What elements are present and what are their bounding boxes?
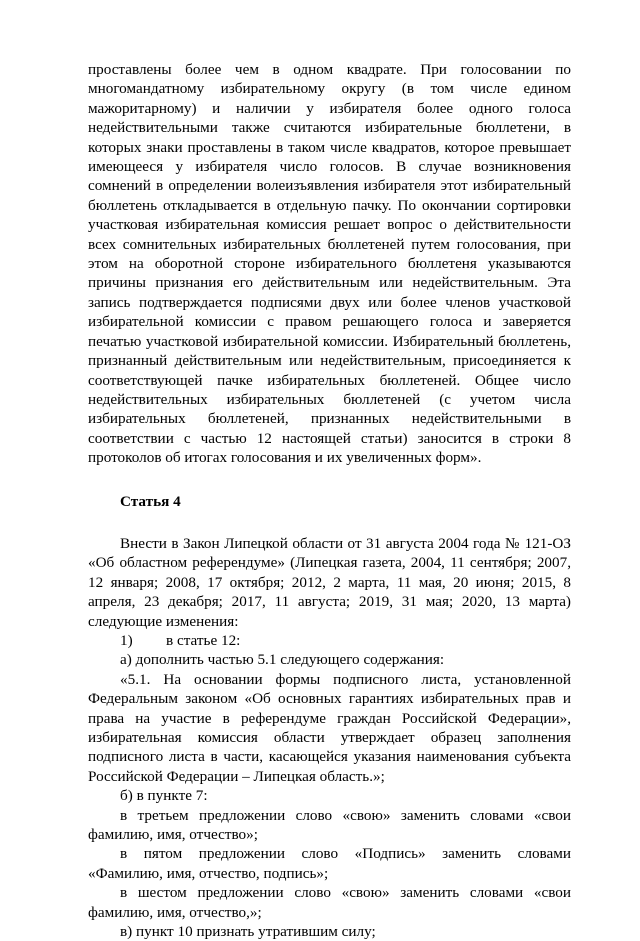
subitem-b-fifth: в пятом предложении слово «Подпись» заменить словами «Фамилию, имя, отчество, подпись»; — [88, 845, 571, 882]
subitem-b-third: в третьем предложении слово «свою» заменить словами «свои фамилию, имя, отчество»; — [88, 806, 571, 844]
item-1-number: 1) — [120, 631, 133, 649]
subitem-v: в) пункт 10 признать утратившим силу; — [120, 923, 376, 941]
subitem-b: б) в пункте 7: — [120, 787, 208, 805]
quote-part-5-1: «5.1. На основании формы подписного листа, установленной Федеральным законом «Об основных гарантиях избирательных прав и права на участие в референдуме граждан Российской Федерации», избирательная комиссия области утверждает образец заполнения подписного листа в части, касающейся указания наименования субъекта Российской Федерации – Липецкая область.»; — [88, 670, 571, 785]
item-1-text: в статье 12: — [166, 631, 241, 649]
article-heading: Статья 4 — [120, 492, 181, 510]
subitem-b-sixth: в шестом предложении слово «свою» заменить словами «свои фамилию, имя, отчество,»; — [88, 884, 571, 921]
article-intro: Внести в Закон Липецкой области от 31 августа 2004 года № 121-ОЗ «Об областном референдуме» (Липецкая газета, 2004, 11 сентября; 2007, 12 января; 2008, 17 октября; 2012, 2 марта, 11 мая, 20 июня; 2015, 8 апреля, 23 декабря; 2017, 11 августа; 2019, 31 мая; 2020, 13 марта) следующие изменения: — [88, 534, 571, 630]
subitem-a: а) дополнить частью 5.1 следующего содержания: — [120, 651, 445, 669]
spacer — [88, 511, 571, 534]
intro-paragraph: проставлены более чем в одном квадрате. При голосовании по многомандатному избирательному округу (в том числе едином мажоритарному) и наличии у избирателя более одного голоса недействительными также считаются избирательные бюллетени, в которых знаки проставлены в таком числе квадратов, которое превышает имеющееся у избирателя число голосов. В случае возникновения сомнений в определении волеизъявления избирателя этот избирательный бюллетень откладывается в отдельную пачку. По окончании сортировки участковая избирательная комиссия решает вопрос о действительности всех сомнительных избирательных бюллетеней путем голосования, при этом на оборотной стороне избирательного бюллетеня указываются причины признания его действительным или недействительным. Эта запись подтверждается подписями двух или более членов участковой избирательной комиссии с правом решающего голоса и заверяется печатью участковой избирательной комиссии. Избирательный бюллетень, признанный действительным или недействительным, присоединяется к соответствующей пачке избирательных бюллетеней. Общее число недействительных избирательных бюллетеней (с учетом числа избирательных бюллетеней, признанных недействительными в соответствии с частью 12 настоящей статьи) заносится в строки 8 протоколов об итогах голосования и их увеличенных форм». — [88, 61, 571, 467]
item-1 — [88, 631, 571, 650]
spacer — [88, 468, 571, 492]
document-body — [88, 60, 571, 941]
